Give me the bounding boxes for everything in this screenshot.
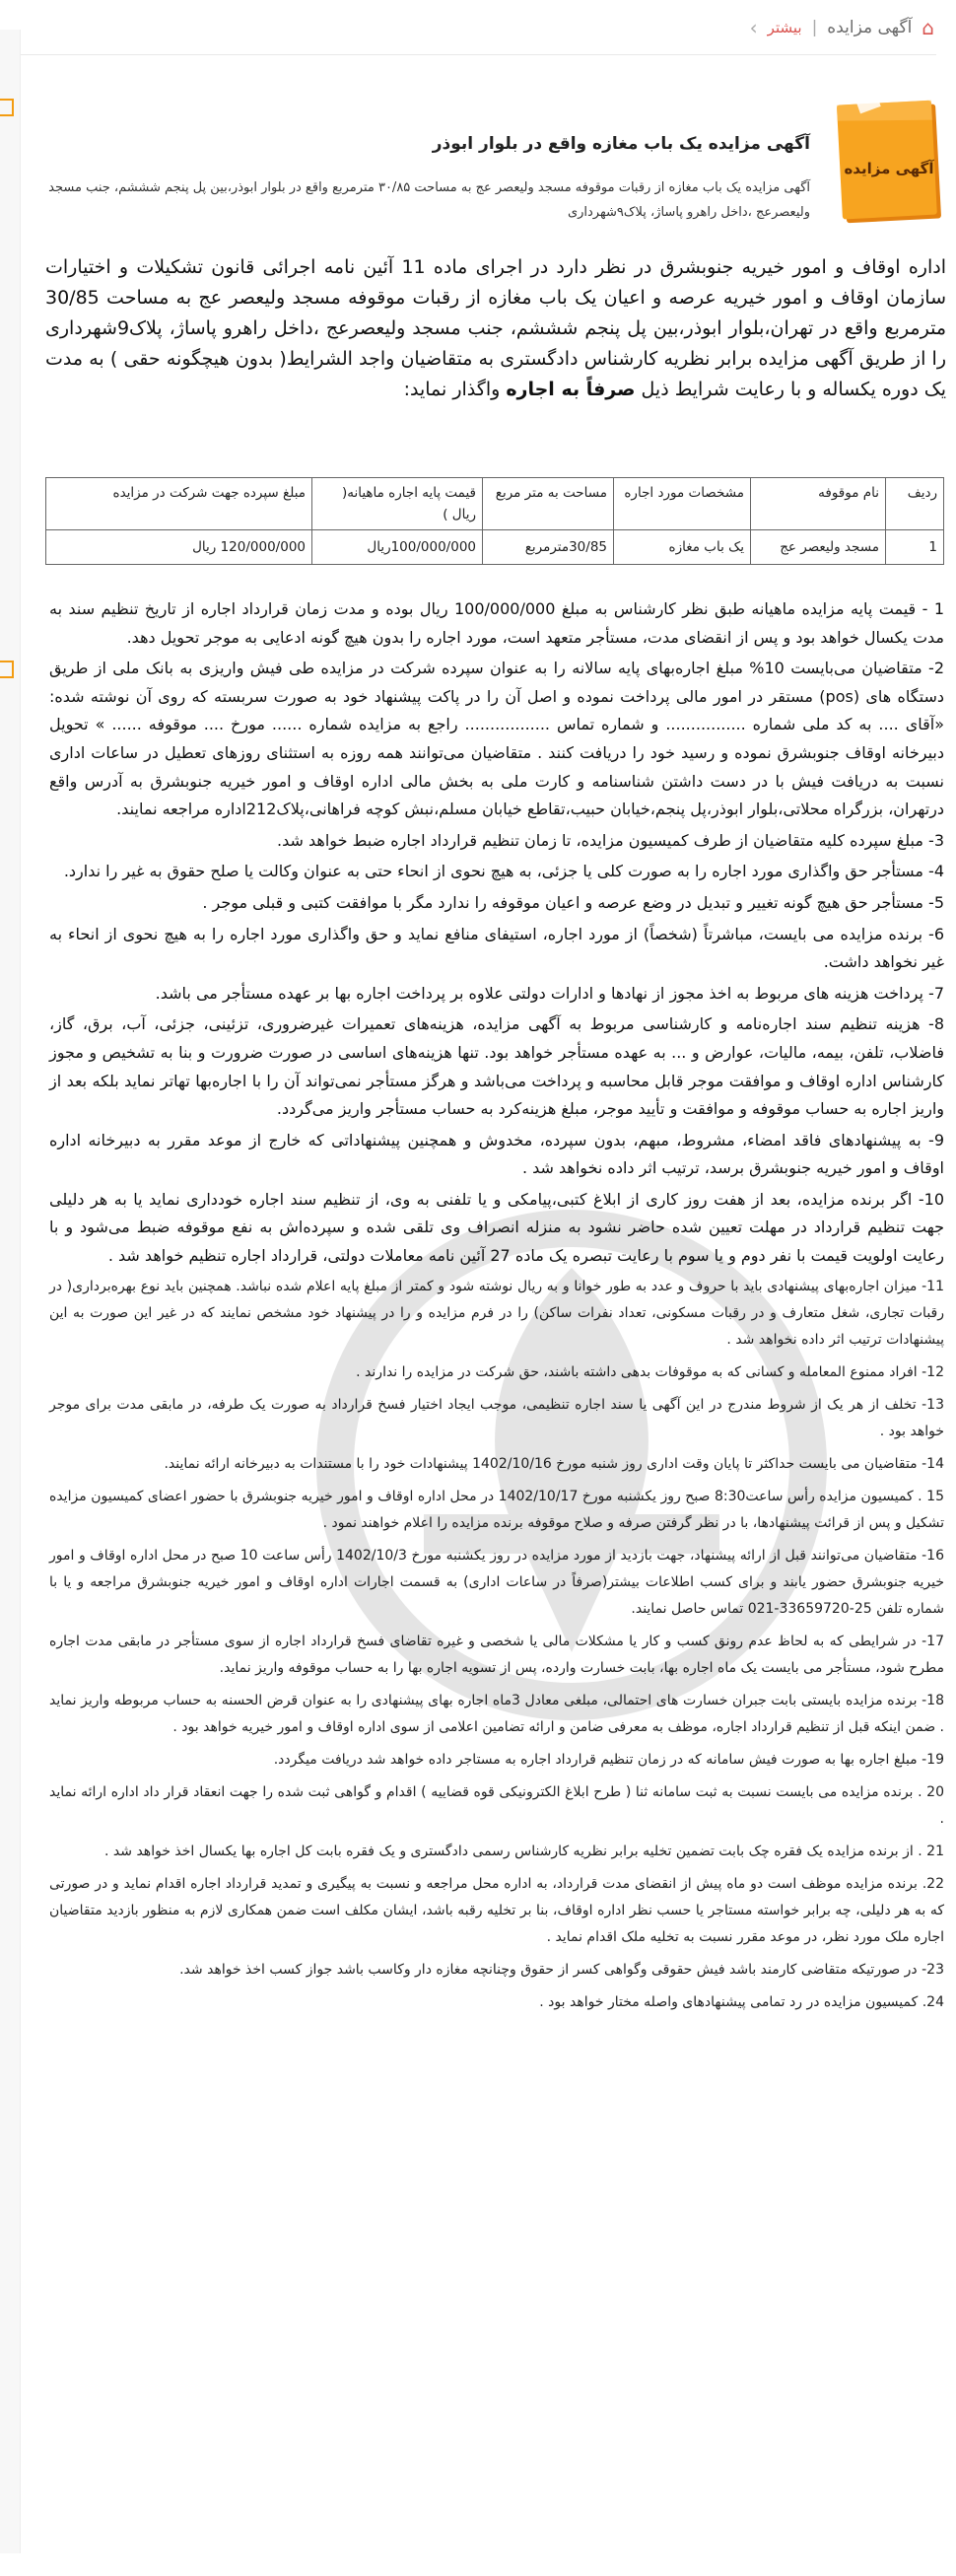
table-header-row (46, 478, 944, 530)
column-header-endowment: نام موقوفه (751, 478, 886, 530)
condition-item: 2- متقاضیان می‌بایست 10% مبلغ اجاره‌بهای پایه سالانه را به عنوان سپرده شرکت در مزایده طی فیش واریزی به بانک ملی از طریق دستگاه های (pos) مستقر در امور مالی پرداخت نموده و اصل آن را در پاکت پیشنهاد خود به صورت سربسته که روی آن نوشته شده: «آقای .... به کد ملی شماره ................ و شماره تماس ................. راجع به مزایده شماره ...... مورخ .... موقوفه ...... » تحویل دبیرخانه اوقاف جنوبشرق نموده و رسید خود را دریافت کنند . متقاضیان می‌توانند همه روزه به استثنای روزهای تعطیل در ساعات اداری نسبت به دریافت فیش با در دست داشتن شناسنامه و کارت ملی به بخش مالی اداره اوقاف و امور خیریه جنوبشرق به آدرس واقع درتهران، بزرگراه محلاتی،بلوار ابوذر،پل پنجم،خیابان حبیب،تقاطع خیابان مسلم،نبش کوچه فراهانی،پلاک212اداره مراجعه نمایند. (49, 659, 945, 819)
column-header-row-number: ردیف (886, 478, 944, 530)
ad-summary: آگهی مزایده یک باب مغازه از رقبات موقوفه مسجد ولیعصر عج به مساحت ۳۰/۸۵ مترمربع واقع در بلوار ابوذر،بین پل پنجم شششم، جنب مسجد ولیعصرعج ،داخل راهرو پاساژ، پلاک۹شهرداری (48, 180, 810, 220)
sidebar-marker-icon[interactable] (0, 661, 14, 678)
more-link[interactable]: بیشتر (767, 19, 802, 36)
conditions-list (49, 595, 944, 2022)
condition-item: 12- افراد ممنوع المعامله و کسانی که به موقوفات بدهی داشته باشند، حق شرکت در مزایده را ندارند . (356, 1363, 944, 1380)
ad-title[interactable]: آگهی مزایده یک باب مغازه واقع در بلوار ابوذر (432, 134, 810, 154)
table-cell: یک باب مغازه (614, 530, 751, 565)
breadcrumb (750, 16, 934, 39)
auction-note-icon (830, 93, 948, 231)
intro-end-text: واگذار نماید: (403, 379, 501, 400)
home-icon[interactable]: ⌂ (922, 16, 934, 39)
intro-main-text: اداره اوقاف و امور خیریه جنوبشرق در نظر دارد در اجرای ماده 11 آئین نامه اجرائی قانون تشکیلات و اختیارات سازمان اوقاف و امور خیریه عرصه و اعیان یک باب مغازه از رقبات موقوفه مسجد ولیعصر عج به مساحت 30/85 مترمربع واقع در تهران،بلوار ابوذر،بین پل پنجم شششم، جنب مسجد ولیعصرعج ،داخل راهرو پاساژ، پلاک9شهرداری را از طریق آگهی مزایده برابر نظریه کارشناس دادگستری به متقاضیان واجد الشرایط( بدون هیچگونه حقی ) به مدت یک دوره یکساله و با رعایت شرایط ذیل (45, 256, 946, 400)
condition-item: 18- برنده مزایده بایستی بابت جبران خسارت های احتمالی، مبلغی معادل 3ماه اجاره بهای پیشنهادی را به عنوان قرض الحسنه به حساب مربوطه واریز نماید . ضمن اینکه قبل از تنظیم قرارداد اجاره، موظف به معرفی ضامن و ارائه تضامین اعلامی از سوی اداره اوقاف و امور خیریه خواهد بود . (49, 1692, 944, 1735)
condition-item: 15 . کمیسیون مزایده رأس ساعت8:30 صبح روز یکشنبه مورخ 1402/10/17 در محل اداره اوقاف و امور خیریه جنوبشرق با حضور اعضای کمیسیون مزایده تشکیل و پس از قرائت پیشنهادها، با در نظر گرفتن صرفه و صلاح موقوفه برنده مزایده را اعلام خواهند نمود . (49, 1488, 944, 1531)
column-header-deposit: مبلغ سپرده جهت شرکت در مزایده (46, 478, 312, 530)
left-sidebar-edge (0, 30, 21, 2553)
condition-item: 11- میزان اجاره‌بهای پیشنهادی باید با حروف و عدد به طور خوانا و به ریال نوشته شود و کمتر از مبلغ پایه اعلام شده نباشد. همچنین باید نوع بهره‌برداری( در رقبات تجاری، شغل متعارف و در رقبات مسکونی، تعداد نفرات ساکن) را در فرم مزایده و را در پیشنهاد خود مشخص نمایند که در غیر این صورت به این پیشنهادات ترتیب اثر داده نخواهد شد . (49, 1278, 944, 1348)
table-cell: 30/85مترمربع (483, 530, 614, 565)
condition-item: 16- متقاضیان می‌توانند قبل از ارائه پیشنهاد، جهت بازدید از مورد مزایده در روز یکشنبه مورخ 1402/10/3 رأس ساعت 10 صبح در محل اداره اوقاف و امور خیریه جنوبشرق حضور یابند و برای کسب اطلاعات بیشتر(صرفاً در ساعات اداری) به قسمت اجارات اداره اوقاف و امور خیریه جنوبشرق مراجعه و یا با شماره تلفن 25-33659720-021 تماس حاصل نمایند. (49, 1547, 944, 1617)
condition-item: 17- در شرایطی که به لحاظ عدم رونق کسب و کار یا مشکلات مالی یا شخصی و غیره تقاضای فسخ قرارداد اجاره از سوی مستأجر در مابقی مدت اجاره مطرح شود، مستأجر می بایست یک ماه اجاره بها، بابت خسارت وارده، پس از تسویه اجاره بها را به حساب موقوفه واریز نماید. (49, 1633, 944, 1676)
column-header-area: مساحت به متر مربع (483, 478, 614, 530)
table-cell: 1 (886, 530, 944, 565)
auction-ad-card (39, 55, 956, 2576)
condition-item: 14- متقاضیان می بایست حداکثر تا پایان وقت اداری روز شنبه مورخ 1402/10/16 پیشنهادات خود را با مستندات به دبیرخانه ارائه نمایند. (164, 1455, 944, 1472)
column-header-base-rent: قیمت پایه اجاره ماهیانه( ریال ) (312, 478, 483, 530)
condition-item: 21 . از برنده مزایده یک فقره چک بابت تضمین تخلیه برابر نظریه کارشناس رسمی دادگستری و یک فقره بابت کل اجاره بها یکسال اخذ خواهد شد . (104, 1843, 944, 1859)
condition-item: 23- در صورتیکه متقاضی کارمند باشد فیش حقوقی وگواهی کسر از حقوق وچنانچه مغازه دار وکاسب باشد جواز کسب اخذ خواهد شد. (179, 1961, 944, 1978)
condition-item: 7- پرداخت هزینه های مربوط به اخذ مجوز از نهادها و ادارات دولتی علاوه بر پرداخت اجاره بها بر عهده مستأجر می باشد. (155, 983, 944, 1003)
auction-items-table (45, 477, 944, 565)
sidebar-marker-icon[interactable] (0, 99, 14, 116)
condition-item: 1 - قیمت پایه مزایده ماهیانه طبق نظر کارشناس به مبلغ 100/000/000 ریال بوده و مدت زمان قرارداد اجاره از تاریخ تنظیم سند به مدت یکسال خواهد بود و پس از انقضای مدت، مستأجر متعهد است، مورد اجاره را بدون هیچ گونه ادعایی به موجر تحویل دهد. (49, 599, 944, 647)
table-cell: مسجد ولیعصر عج (751, 530, 886, 565)
condition-item: 20 . برنده مزایده می بایست نسبت به ثبت سامانه ثنا ( طرح ابلاغ الکترونیکی قوه قضاییه ) اقدام و گواهی ثبت شده را جهت انعقاد قرار داد اداره ارائه نماید . (49, 1783, 944, 1827)
intro-bold-text: صرفاً به اجاره (506, 379, 636, 400)
condition-item: 13- تخلف از هر یک از شروط مندرج در این آگهی یا سند اجاره تنظیمی، موجب ایجاد اختیار فسخ قرارداد به صورت یک طرفه، در مابقی مدت برای موجر خواهد بود . (49, 1396, 944, 1439)
thumbnail-label: آگهی مزایده (844, 160, 934, 177)
breadcrumb-separator: | (811, 18, 818, 37)
condition-item: 19- مبلغ اجاره بها به صورت فیش سامانه که در زمان تنظیم قرارداد اجاره به مستاجر داده خواهد شد دریافت میگردد. (273, 1751, 944, 1768)
chevron-left-icon[interactable]: › (749, 16, 758, 39)
condition-item: 8- هزینه تنظیم سند اجاره‌نامه و کارشناسی مربوط به آگهی مزایده، هزینه‌های تعمیرات غیرضروری، تزئینی، جزئی، آب، برق، گاز، فاضلاب، تلفن، بیمه، مالیات، عوارض و ... به عهده مستأجر خواهد بود. تنها هزینه‌های اساسی در صورت ضرورت و بنا به تشخیص و مجوز کارشناس اداره اوقاف و موافقت موجر قابل محاسبه و پرداخت می‌باشد و هرگز مستأجر نمی‌تواند آن را با اجاره‌بها تهاتر نماید بلکه بعد از واریز اجاره به حساب موقوفه و موافقت و تأیید موجر، مبلغ هزینه‌کرد به حساب مستأجر واریز می‌گردد. (49, 1014, 944, 1119)
table-cell: 120/000/000 ریال (46, 530, 312, 565)
breadcrumb-current: آگهی مزایده (827, 18, 913, 37)
condition-item: 4- مستأجر حق واگذاری مورد اجاره را به صورت کلی یا جزئی، به هیچ نحوی از انحاء حتی به عنوان وکالت یا صلح حقوق به غیر را ندارد. (63, 862, 944, 881)
table-row (46, 530, 944, 565)
condition-item: 6- برنده مزایده می بایست، مباشرتاً (شخصاً) از مورد اجاره، استیفای منافع نماید و حق واگذاری مورد اجاره را به هیچ نحوی از انحاء به غیر نخواهد داشت. (49, 924, 944, 972)
condition-item: 24. کمیسیون مزایده در رد تمامی پیشنهادهای واصله مختار خواهد بود . (539, 1993, 944, 2010)
condition-item: 3- مبلغ سپرده کلیه متقاضیان از طرف کمیسیون مزایده، تا زمان تنظیم قرارداد اجاره ضبط خواهد شد. (277, 830, 944, 850)
condition-item: 22. برنده مزایده موظف است دو ماه پیش از انقضای مدت قرارداد، به اداره محل مراجعه و نسبت به پیگیری و تمدید قرارداد اجاره اقدام نماید و در صورتی که به هر دلیلی، چه برابر خواسته مستاجر یا حسب نظر اداره اوقاف، بنا بر تخلیه رقبه باشد، ایشان مکلف است ضمن همکاری لازم به منظور بازدید متقاضیان اجاره ملک مورد نظر، در موعد مقرر نسبت به تخلیه ملک اقدام نماید . (49, 1875, 944, 1945)
top-bar (0, 0, 956, 55)
condition-item: 5- مستأجر حق هیچ گونه تغییر و تبدیل در وضع عرصه و اعیان موقوفه را ندارد مگر با موافقت کتبی و قبلی موجر . (202, 892, 944, 912)
column-header-lease-spec: مشخصات مورد اجاره (614, 478, 751, 530)
condition-item: 10- اگر برنده مزایده، بعد از هفت روز کاری از ابلاغ کتبی،پیامکی و یا تلفنی به وی، از تنظیم سند اجاره خودداری نماید یا به هر دلیلی جهت تنظیم قرارداد در مهلت تعیین شده حاضر نشود به منزله انصراف وی تلقی شده و سپرده‌اش به نفع موقوفه ضبط می‌شود و با رعایت اولویت قیمت با نفر دوم و یا سوم با رعایت تبصره یک ماده 27 آئین نامه معاملات دولتی، قرارداد اجاره تنظیم خواهد شد . (49, 1189, 944, 1266)
table-cell: 100/000/000ریال (312, 530, 483, 565)
ad-intro (45, 252, 946, 405)
condition-item: 9- به پیشنهادهای فاقد امضاء، مشروط، مبهم، بدون سپرده، مخدوش و همچنین پیشنهاداتی که خارج از موعد مقرر به دبیرخانه اداره اوقاف و امور خیریه جنوبشرق برسد، ترتیب اثر داده نخواهد شد . (49, 1130, 944, 1178)
